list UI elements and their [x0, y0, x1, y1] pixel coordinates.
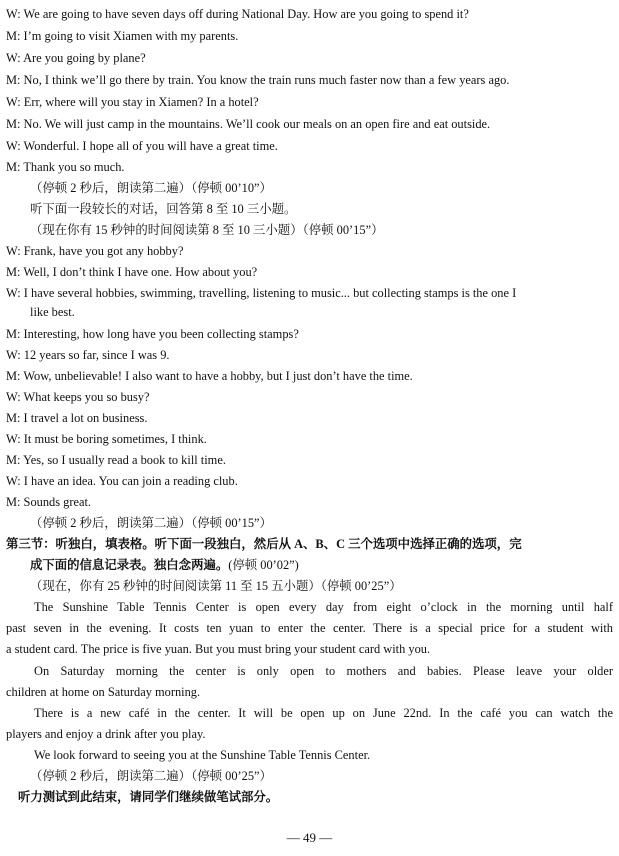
dialogue-line: M: Well, I don’t think I have one. How about you?	[6, 265, 258, 279]
pause-instruction: （停顿 2 秒后，朗读第二遍）（停顿 00’15”）	[30, 516, 272, 530]
dialogue-line: M: Yes, so I usually read a book to kill time.	[6, 453, 226, 467]
dialogue-line: W: I have an idea. You can join a reading club.	[6, 474, 238, 488]
page-number: — 49 —	[286, 830, 333, 845]
dialogue-line: M: No. We will just camp in the mountains. We’ll cook our meals on an open fire and eat outside.	[6, 117, 491, 131]
monologue-line: We look forward to seeing you at the Sunshine Table Tennis Center.	[34, 748, 371, 762]
reading-time-instruction: （现在你有 15 秒钟的时间阅读第 8 至 10 三小题）（停顿 00’15”）	[30, 223, 384, 237]
monologue-line: On Saturday morning the center is only open to mothers and babies. Please leave your older	[34, 664, 613, 678]
dialogue-line: W: What keeps you so busy?	[6, 390, 150, 404]
monologue-line: children at home on Saturday morning.	[6, 685, 201, 699]
dialogue-line: W: We are going to have seven days off during National Day. How are you going to spend it?	[6, 7, 469, 21]
dialogue-line: W: Wonderful. I hope all of you will have a great time.	[6, 139, 278, 153]
dialogue-line: M: Interesting, how long have you been collecting stamps?	[6, 327, 299, 341]
dialogue-line: W: Frank, have you got any hobby?	[6, 244, 184, 258]
dialogue-line: M: I’m going to visit Xiamen with my parents.	[6, 29, 239, 43]
reading-time-instruction: （现在，你有 25 秒钟的时间阅读第 11 至 15 五小题）（停顿 00’25”）	[30, 579, 402, 593]
dialogue-line: M: Thank you so much.	[6, 160, 125, 174]
pause-instruction: （停顿 2 秒后，朗读第二遍）（停顿 00’25”）	[30, 769, 272, 783]
section3-heading-continued	[30, 557, 613, 573]
dialogue-line: W: Err, where will you stay in Xiamen? In a hotel?	[6, 95, 259, 109]
monologue-line: past seven in the evening. It costs ten yuan to enter the center. There is a special price for a student with	[6, 621, 613, 635]
dialogue-line: M: I travel a lot on business.	[6, 411, 148, 425]
monologue-line: There is a new café in the center. It will be open up on June 22nd. In the café you can watch the	[34, 706, 613, 720]
dialogue-line: W: 12 years so far, since I was 9.	[6, 348, 170, 362]
section3-heading: 第三节：听独白，填表格。听下面一段独白，然后从 A、B、C 三个选项中选择正确的选项，完	[6, 537, 522, 551]
monologue-line: players and enjoy a drink after you play.	[6, 727, 206, 741]
dialogue-line: M: No, I think we’ll go there by train. You know the train runs much faster now than a few years ago.	[6, 73, 510, 87]
dialogue-line-continued: like best.	[30, 305, 75, 319]
ending-instruction: 听力测试到此结束，请同学们继续做笔试部分。	[18, 790, 279, 804]
monologue-line: a student card. The price is five yuan. But you must bring your student card with you.	[6, 642, 431, 656]
question-instruction: 听下面一段较长的对话，回答第 8 至 10 三小题。	[30, 202, 297, 216]
section3-pause: (停顿 00’02”)	[228, 558, 299, 572]
monologue-line: The Sunshine Table Tennis Center is open every day from eight o’clock in the morning until half	[34, 600, 613, 614]
dialogue-line: W: Are you going by plane?	[6, 51, 146, 65]
dialogue-line: M: Wow, unbelievable! I also want to have a hobby, but I just don’t have the time.	[6, 369, 413, 383]
section3-heading-text: 成下面的信息记录表。独白念两遍。	[30, 558, 229, 572]
dialogue-line: W: I have several hobbies, swimming, travelling, listening to music... but collecting stamps is the one I	[6, 286, 517, 300]
pause-instruction: （停顿 2 秒后，朗读第二遍）（停顿 00’10”）	[30, 181, 272, 195]
dialogue-line: M: Sounds great.	[6, 495, 92, 509]
dialogue-line: W: It must be boring sometimes, I think.	[6, 432, 207, 446]
